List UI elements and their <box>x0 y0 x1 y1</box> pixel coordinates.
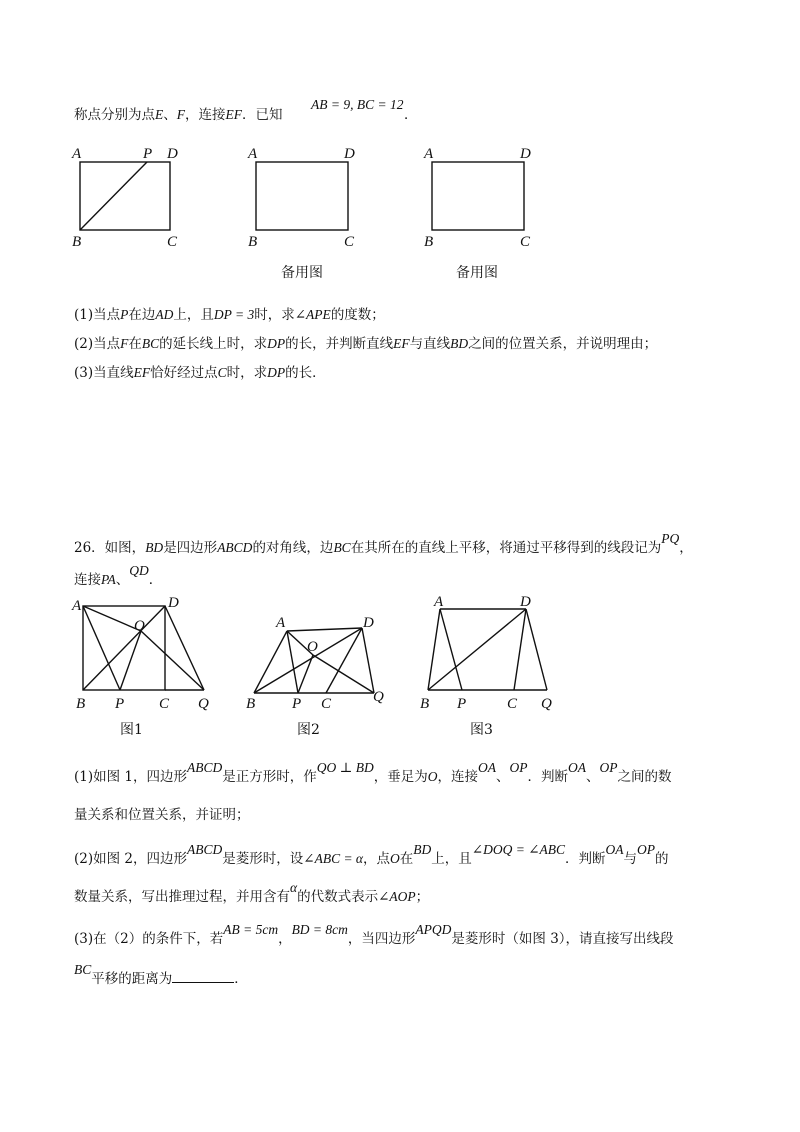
point-o: O <box>390 851 400 866</box>
segment-qd: QD <box>129 563 149 578</box>
text: 的代数式表示 <box>297 889 379 905</box>
q26-figure-3 <box>420 594 552 712</box>
label-d: D <box>167 146 178 162</box>
side-ab <box>428 609 440 690</box>
segment-oa: OA <box>567 760 586 775</box>
text: 、 <box>585 769 600 785</box>
text: ，当四边形 <box>347 931 416 947</box>
text: (3)当直线 <box>74 365 134 381</box>
segment-dp: DP <box>267 336 286 351</box>
side-ad <box>287 628 362 631</box>
label-o: O <box>134 618 145 634</box>
label-c: C <box>520 234 531 250</box>
label-q: Q <box>541 696 552 712</box>
segment-pq: PQ <box>661 531 680 546</box>
text: 的度数； <box>330 307 385 323</box>
q26-stem-line-1 <box>74 531 693 557</box>
segment-op: OP <box>637 842 656 857</box>
text: 、 <box>115 572 130 588</box>
text: 在其所在的直线上平移，将通过平移得到的线段记为 <box>350 540 662 556</box>
text: ，点 <box>363 851 391 867</box>
angle-ape: ∠APE <box>294 307 331 322</box>
label-o: O <box>307 639 318 655</box>
text: 数量关系，写出推理过程，并用含有 <box>74 889 290 905</box>
text: 的长． <box>285 365 326 381</box>
rectangle-abcd <box>256 162 348 230</box>
text: (1)当点 <box>74 307 121 323</box>
q25-part-3 <box>74 364 326 382</box>
point-e: E <box>155 107 164 122</box>
text: 26．如图， <box>74 540 146 556</box>
rectangle-abcd <box>432 162 524 230</box>
quad-abcd: ABCD <box>217 540 253 555</box>
segment-oa: OA <box>477 760 496 775</box>
label-p: P <box>457 696 467 712</box>
answer-blank[interactable] <box>172 970 234 983</box>
diagonal-bd <box>254 628 362 693</box>
text: 的对角线，边 <box>252 540 334 556</box>
text: 的长，并判断直线 <box>285 336 394 352</box>
rectangle-abcd <box>80 162 170 230</box>
q25-part-1 <box>74 306 385 324</box>
point-f: F <box>176 107 185 122</box>
condition-ab: AB = 5cm <box>223 922 279 937</box>
q26-figure-1 <box>71 595 209 712</box>
q26-part-1-line-1 <box>74 760 672 786</box>
label-c: C <box>167 234 178 250</box>
label-p: P <box>115 696 125 712</box>
text: 是四边形 <box>163 540 218 556</box>
q26-part-3-line-1 <box>74 922 674 948</box>
label-q: Q <box>198 696 209 712</box>
segment-bd: BD <box>145 540 164 555</box>
label-b: B <box>248 234 258 250</box>
segment-bc: BC <box>74 962 92 977</box>
label-a: A <box>434 594 444 610</box>
text: (2)如图 2，四边形 <box>74 851 188 867</box>
line-bd: BD <box>450 336 469 351</box>
segment-dq <box>165 606 204 690</box>
figure-caption-1: 图1 <box>120 722 143 738</box>
label-a: A <box>72 146 82 162</box>
segment-oq <box>141 631 204 690</box>
text: (1)如图 1，四边形 <box>74 769 188 785</box>
text: 在边 <box>128 307 156 323</box>
q25-intro-text2: ，连接 <box>185 107 226 123</box>
label-d: D <box>363 615 374 631</box>
text: 的延长线上时，求 <box>159 336 268 352</box>
point-c: C <box>217 365 227 380</box>
q26-part-1-line-2: 量关系和位置关系，并证明； <box>74 807 250 823</box>
q26-part-2-line-1 <box>74 842 669 868</box>
segment-pa: PA <box>101 572 116 587</box>
q25-given: AB = 9, BC = 12 <box>311 97 404 112</box>
text: ． <box>234 971 248 987</box>
label-b: B <box>420 696 430 712</box>
text: ．判断 <box>527 769 568 785</box>
text: 在 <box>399 851 414 867</box>
label-a: A <box>424 146 434 162</box>
segment-op: OP <box>599 760 618 775</box>
label-d: D <box>520 146 531 162</box>
quad-apqd: APQD <box>415 922 452 937</box>
text: 是正方形时，作 <box>222 769 317 785</box>
label-b: B <box>72 234 82 250</box>
label-d: D <box>344 146 355 162</box>
q26-figure-2 <box>246 615 384 712</box>
segment-dp: DP <box>267 365 286 380</box>
segment-op <box>120 631 141 690</box>
text: 、 <box>495 769 510 785</box>
text: 与直线 <box>409 336 451 352</box>
quad-abcd: ABCD <box>187 760 223 775</box>
point-f: F <box>120 336 129 351</box>
text: 之间的数 <box>617 769 672 785</box>
condition-dp: DP = 3 <box>213 307 255 322</box>
angle-aop: ∠AOP <box>378 889 416 904</box>
condition-qo-perp-bd: QO ⊥ BD <box>316 760 374 775</box>
label-b: B <box>76 696 86 712</box>
text: (3)在（2）的条件下，若 <box>74 931 224 947</box>
condition-angle-doq: ∠DOQ = ∠ABC <box>471 842 566 857</box>
label-q: Q <box>373 689 384 705</box>
text: ； <box>415 889 430 905</box>
text: 在 <box>128 336 142 352</box>
side-dq <box>362 628 374 693</box>
text: 之间的位置关系，并说明理由； <box>468 336 658 352</box>
segment-dq <box>526 609 547 690</box>
text: 连接 <box>74 572 101 588</box>
label-d: D <box>520 594 531 610</box>
label-a: A <box>248 146 258 162</box>
segment-bp <box>80 162 147 230</box>
label-c: C <box>321 696 332 712</box>
sep: 、 <box>163 107 177 123</box>
label-a: A <box>72 598 82 614</box>
segment-oa: OA <box>605 842 624 857</box>
label-b: B <box>246 696 256 712</box>
segment-ad: AD <box>155 307 174 322</box>
condition-angle-abc: ∠ABC = α <box>303 851 364 866</box>
q25-figure-backup-1 <box>247 146 355 250</box>
text: ．判断 <box>565 851 606 867</box>
text: 上，且 <box>173 307 214 323</box>
q26-part-2-line-2 <box>74 880 430 906</box>
side-dc <box>326 628 362 693</box>
text: 时，求 <box>226 365 268 381</box>
condition-bd: BD = 8cm <box>291 922 348 937</box>
point-p: P <box>120 307 129 322</box>
segment-ap <box>83 606 120 690</box>
figure-caption-2: 图2 <box>297 722 320 738</box>
label-b: B <box>424 234 434 250</box>
alpha-symbol: α <box>290 880 298 895</box>
label-a: A <box>276 615 286 631</box>
side-dc <box>514 609 526 690</box>
text: ， <box>278 931 292 947</box>
text: 与 <box>623 851 638 867</box>
line-ef: EF <box>393 336 410 351</box>
q25-intro-text3: ．已知 <box>242 107 283 123</box>
q26-stem-line-2 <box>74 563 163 589</box>
segment-op: OP <box>509 760 528 775</box>
segment-bc: BC <box>141 336 160 351</box>
q25-intro-text: 称点分别为点 <box>74 107 155 123</box>
text: 时，求 <box>254 307 295 323</box>
text: ． <box>148 572 163 588</box>
text: ，垂足为 <box>373 769 428 785</box>
text: 平移的距离为 <box>91 971 173 987</box>
q25-figure-backup-2 <box>423 146 531 250</box>
text: ， <box>679 540 693 556</box>
text: 是菱形时，设 <box>222 851 304 867</box>
segment-op <box>298 655 313 693</box>
text: 恰好经过点 <box>150 365 218 381</box>
label-p: P <box>143 146 153 162</box>
label-c: C <box>507 696 518 712</box>
backup-caption-1: 备用图 <box>281 265 323 281</box>
label-c: C <box>159 696 170 712</box>
quad-abcd: ABCD <box>187 842 223 857</box>
label-d: D <box>168 595 179 611</box>
backup-caption-2: 备用图 <box>456 265 498 281</box>
point-o: O <box>427 769 438 784</box>
label-c: C <box>344 234 355 250</box>
text: 上，且 <box>431 851 472 867</box>
q25-part-2 <box>74 335 657 353</box>
text: (2)当点 <box>74 336 121 352</box>
line-ef: EF <box>133 365 151 380</box>
text: 是菱形时（如图 3），请直接写出线段 <box>451 931 674 947</box>
text: 的 <box>655 851 669 867</box>
text: ，连接 <box>437 769 478 785</box>
label-p: P <box>292 696 302 712</box>
segment-ef: EF <box>225 107 242 122</box>
figure-caption-3: 图3 <box>470 722 493 738</box>
q25-figure-main <box>71 146 178 250</box>
segment-bc: BC <box>333 540 351 555</box>
q26-part-3-line-2 <box>74 962 248 988</box>
segment-bd: BD <box>413 842 432 857</box>
q25-given-end: ． <box>404 107 418 123</box>
